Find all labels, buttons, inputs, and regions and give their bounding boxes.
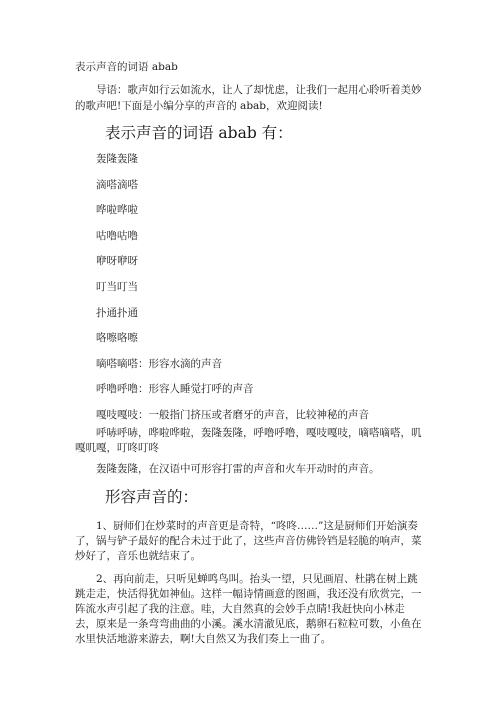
list-item: 咕噜咕噜 <box>96 229 138 242</box>
list-item: 扑通扑通 <box>96 306 138 319</box>
list-item: 轰隆轰隆 <box>96 153 138 165</box>
example-paragraph-1: 1、厨师们在炒菜时的声音更是奇特，“咚咚……”这是厨师们开始演奏了，锅与铲子最好的配合未过于此了，这些声音仿佛铃铛是轻脆的响声，菜炒好了，音乐也就结束了。 <box>75 520 422 562</box>
sound-word-list <box>96 152 369 434</box>
note-paragraph: 轰隆轰隆，在汉语中可形容打雷的声音和火车开动时的声音。 <box>96 463 380 475</box>
list-item: 嘎吱嘎吱：一般指门挤压或者磨牙的声音，比较神秘的声音 <box>96 408 369 421</box>
section-heading-abab-words: 表示声音的词语 abab 有： <box>105 124 293 142</box>
list-item: 呼噜呼噜：形容人睡觉打呼的声音 <box>96 383 254 396</box>
list-item: 嘀嗒嘀嗒：形容水滴的声音 <box>96 357 222 370</box>
section-heading-describe-sounds: 形容声音的： <box>105 488 199 506</box>
list-item: 叮当叮当 <box>96 280 138 293</box>
intro-paragraph: 导语：歌声如行云如流水，让人了却忧虑，让我们一起用心聆听着美妙的歌声吧!下面是小编分享的声音的 abab，欢迎阅读! <box>75 84 422 112</box>
list-item: 滴嗒滴嗒 <box>96 178 138 191</box>
summary-paragraph: 呼哧呼哧，哗啦哗啦，轰隆轰隆，呼噜呼噜，嘎吱嘎吱，嘀嗒嘀嗒，叽嘎叽嘎，叮咚叮咚 <box>75 427 422 454</box>
list-item: 哗啦哗啦 <box>96 204 138 217</box>
list-item: 咯嚓咯嚓 <box>96 332 138 345</box>
document-title: 表示声音的词语 abab <box>75 61 178 73</box>
example-paragraph-2: 2、再向前走，只听见蝉鸣鸟叫。抬头一望，只见画眉、杜鹃在树上跳跳走走，快活得犹如神仙。这样一幅诗情画意的图画，我还没有欣赏完，一阵流水声引起了我的注意。哇，大自然真的会妙手点睛!我赶快向小林走去，原来是一条弯弯曲曲的小溪。溪水清澈见底，鹅卵石粒粒可数，小鱼在水里快活地游来游去，啊!大自然又为我们奏上一曲了。 <box>75 573 422 645</box>
list-item: 咿呀咿呀 <box>96 255 138 268</box>
